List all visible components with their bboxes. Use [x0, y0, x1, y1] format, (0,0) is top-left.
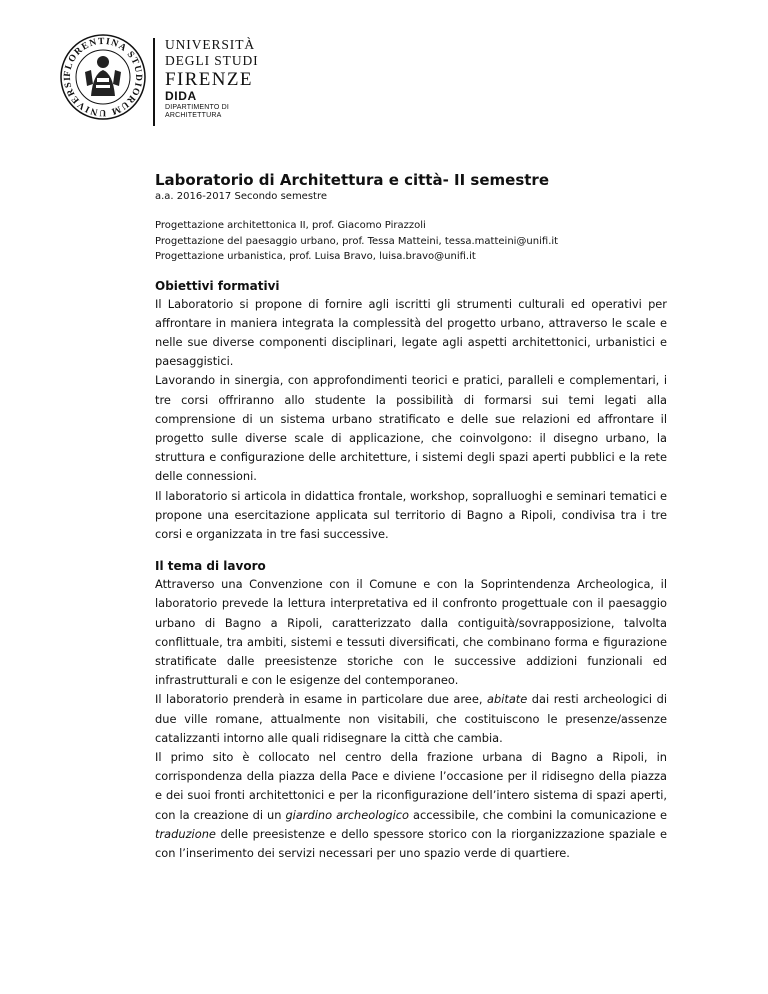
document-body	[155, 170, 667, 863]
university-line-2: DEGLI STUDI	[165, 52, 259, 68]
theme-paragraph-2	[155, 690, 667, 748]
objectives-paragraph-1: Il Laboratorio si propone di fornire agli iscritti gli strumenti culturali ed operativi per affrontare in maniera integrata la complessità del progetto urbano, attraverso le scale e nelle sue diverse componenti disciplinari, legate agli aspetti architettonici, urbanistici e paesaggistici.	[155, 296, 667, 369]
course-item: Progettazione urbanistica, prof. Luisa Bravo, luisa.bravo@unifi.it	[155, 251, 476, 262]
department-line-2: ARCHITETTURA	[165, 112, 222, 119]
section-heading-theme: Il tema di lavoro	[155, 559, 266, 574]
svg-text:FLORENTINA STUDIORUM UNIVERSIT: FLORENTINA STUDIORUM UNIVERSI	[62, 36, 144, 118]
theme-paragraph-1: Attraverso una Convenzione con il Comune e con la Soprintendenza Archeologica, il laboratorio prevede la lettura interpretativa ed il confronto progettuale con il paesaggio urbano di Bagno a Ripoli, caratterizzato dalla contiguità/sovrapposizione, talvolta conflittuale, tra ambiti, sistemi e tessuti diversificati, che combinano forma e figurazione stratificate dalle preesistenze storiche con le successive addizioni funzionali ed infrastrutturali e con le esigenze del contemporaneo.	[155, 577, 667, 688]
department-line-1: DIPARTIMENTO DI	[165, 104, 230, 111]
course-list	[155, 218, 667, 265]
university-line-1: UNIVERSITÀ	[165, 37, 255, 52]
text-run: Il primo sito è collocato nel centro della frazione urbana di Bagno a Ripoli, in corrispondenza della piazza della Pace e diviene l’occasione per il ridisegno della piazza e dei suoi fronti architettonici e per la riconfigurazione dell’intero sistema di spazi aperti, con la creazione di un	[155, 749, 667, 822]
text-run: delle preesistenze e dello spessore storico con la riorganizzazione spaziale e con l’inserimento dei servizi necessari per uno spazio verde di quartiere.	[155, 826, 667, 860]
text-run: accessibile, che combini la comunicazione e	[408, 807, 667, 822]
emphasis-text: traduzione	[155, 826, 216, 841]
course-item: Progettazione del paesaggio urbano, prof. Tessa Matteini, tessa.matteini@unifi.it	[155, 235, 559, 247]
text-run: Il laboratorio prenderà in esame in particolare due aree,	[155, 692, 487, 707]
document-title: Laboratorio di Architettura e città- II semestre	[155, 171, 550, 189]
university-line-3: FIRENZE	[165, 69, 253, 90]
objectives-paragraph-3: Il laboratorio si articola in didattica frontale, workshop, sopralluoghi e seminari tematici e propone una esercitazione applicata sul territorio di Bagno a Ripoli, condivisa tra i tre corsi e organizzata in tre fasi successive.	[155, 488, 667, 541]
academic-year: a.a. 2016-2017 Secondo semestre	[155, 191, 328, 202]
emphasis-text: giardino archeologico	[285, 807, 409, 822]
text-run: dai resti archeologici di due ville romane, attualmente non visitabili, che costituiscono le presenze/assenze catalizzanti intorno alle quali ridisegnare la città che cambia.	[155, 692, 667, 745]
section-heading-objectives: Obiettivi formativi	[155, 278, 280, 293]
university-seal	[60, 34, 146, 120]
emphasis-text: abitate	[486, 692, 528, 707]
logo-divider	[153, 38, 155, 126]
theme-paragraph-3	[155, 748, 667, 863]
department-name	[165, 104, 229, 120]
objectives-paragraph-2: Lavorando in sinergia, con approfondimenti teorici e pratici, paralleli e complementari, i tre corsi offriranno allo studente la possibilità di formarsi sui temi legati alla comprensione di un sistema urbano stratificato e delle sue relazioni ed affrontare il progetto sulle diverse scale di applicazione, che coinvolgono: il disegno urbano, la struttura e configurazione delle architetture, i sistemi degli spazi aperti pubblici e la rete delle connessioni.	[155, 373, 667, 484]
course-item: Progettazione architettonica II, prof. Giacomo Pirazzoli	[155, 220, 426, 231]
dida-label: DIDA	[165, 89, 197, 103]
university-wordmark	[165, 38, 259, 89]
